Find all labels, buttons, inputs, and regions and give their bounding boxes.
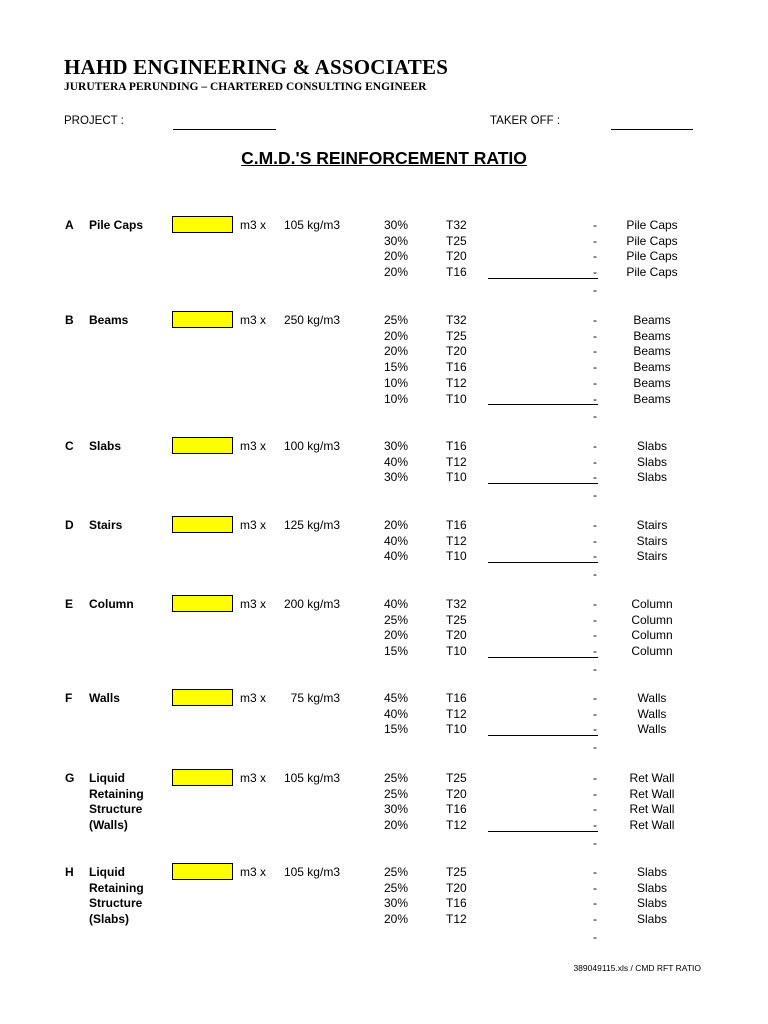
weight-value: - [593, 706, 597, 721]
bar-size: T16 [446, 360, 467, 375]
percentage: 20% [383, 249, 408, 264]
weight-value: - [593, 265, 597, 280]
element-label: Column [631, 644, 673, 659]
firm-subtitle: JURUTERA PERUNDING – CHARTERED CONSULTING ENGINEER [64, 81, 427, 93]
percentage: 25% [383, 313, 408, 327]
weight-value: - [593, 233, 597, 248]
percentage: 40% [383, 597, 408, 611]
element-name: Column [89, 597, 134, 611]
percentage: 10% [383, 391, 408, 406]
ratio-row [0, 597, 768, 613]
bar-size: T12 [446, 706, 467, 721]
file-footer: 389049115.xls / CMD RFT RATIO [573, 963, 701, 973]
element-label: Beams [633, 313, 671, 327]
section-letter: H [65, 865, 74, 879]
ratio-row [0, 313, 768, 329]
weight-value: - [593, 391, 597, 406]
bar-size: T25 [446, 612, 467, 627]
taker-off-field-line[interactable] [611, 129, 693, 130]
bar-size: T20 [446, 786, 467, 801]
percentage: 20% [383, 518, 408, 532]
weight-value: - [593, 439, 597, 453]
element-label: Ret Wall [629, 802, 675, 817]
element-label: Beams [633, 328, 671, 343]
element-label: Pile Caps [626, 265, 678, 280]
section-letter: G [65, 771, 75, 785]
percentage: 20% [383, 265, 408, 280]
ratio-row [0, 787, 768, 803]
bar-size: T25 [446, 771, 467, 785]
percentage: 40% [383, 549, 408, 564]
percentage: 40% [383, 533, 408, 548]
element-label: Slabs [636, 454, 668, 469]
element-label: Ret Wall [629, 818, 675, 833]
subtotal-line [488, 404, 598, 405]
weight-value: - [593, 722, 597, 737]
percentage: 15% [383, 644, 408, 659]
ratio-row [0, 549, 768, 565]
percentage: 25% [383, 865, 408, 879]
ratio-row [0, 912, 768, 928]
section-total: - [593, 835, 597, 850]
section-total: - [593, 567, 597, 582]
bar-size: T16 [446, 265, 467, 280]
element-name: Slabs [89, 439, 122, 453]
weight-value: - [593, 802, 597, 817]
bar-size: T20 [446, 249, 467, 264]
ratio-row [0, 722, 768, 738]
bar-size: T12 [446, 533, 467, 548]
element-name: Stairs [89, 518, 123, 532]
section-letter: E [65, 597, 74, 611]
ratio-row [0, 865, 768, 881]
ratio-row [0, 234, 768, 250]
subtotal-line [488, 562, 598, 563]
element-label: Stairs [636, 533, 668, 548]
ratio-row [0, 470, 768, 486]
ratio-row [0, 265, 768, 281]
bar-size: T12 [446, 912, 467, 927]
unit-label: m3 x [240, 439, 267, 453]
project-label: PROJECT : [64, 115, 124, 127]
percentage: 15% [383, 722, 408, 737]
weight-value: - [593, 518, 597, 532]
weight-value: - [593, 549, 597, 564]
section-letter: B [65, 313, 74, 327]
section-letter: F [65, 691, 73, 705]
ratio-row [0, 455, 768, 471]
ratio-row [0, 771, 768, 787]
weight-value: - [593, 628, 597, 643]
ratio-row [0, 376, 768, 392]
bar-size: T20 [446, 880, 467, 895]
percentage: 20% [383, 912, 408, 927]
subtotal-line [488, 483, 598, 484]
weight-value: - [593, 533, 597, 548]
ratio-row [0, 691, 768, 707]
percentage: 20% [383, 818, 408, 833]
weight-value: - [593, 249, 597, 264]
ratio-row [0, 534, 768, 550]
section-total: - [593, 409, 597, 424]
section-total: - [593, 740, 597, 755]
element-name: Pile Caps [89, 218, 144, 232]
element-label: Slabs [636, 470, 668, 485]
unit-label: m3 x [240, 218, 267, 232]
weight-value: - [593, 375, 597, 390]
unit-label: m3 x [240, 313, 267, 327]
weight-value: - [593, 470, 597, 485]
bar-size: T12 [446, 454, 467, 469]
reinforcement-rate: 105 kg/m3 [283, 218, 340, 232]
reinforcement-rate: 75 kg/m3 [290, 691, 340, 705]
element-label: Walls [637, 691, 667, 705]
percentage: 25% [383, 880, 408, 895]
unit-label: m3 x [240, 597, 267, 611]
bar-size: T16 [446, 802, 467, 817]
bar-size: T25 [446, 865, 467, 879]
weight-value: - [593, 786, 597, 801]
weight-value: - [593, 644, 597, 659]
bar-size: T25 [446, 328, 467, 343]
element-label: Ret Wall [629, 786, 675, 801]
reinforcement-rate: 200 kg/m3 [283, 597, 340, 611]
weight-value: - [593, 344, 597, 359]
percentage: 25% [383, 771, 408, 785]
element-label: Walls [637, 706, 667, 721]
subtotal-line [488, 735, 598, 736]
unit-label: m3 x [240, 865, 267, 879]
weight-value: - [593, 313, 597, 327]
bar-size: T10 [446, 549, 467, 564]
element-label: Column [631, 628, 673, 643]
bar-size: T25 [446, 233, 467, 248]
reinforcement-rate: 100 kg/m3 [283, 439, 340, 453]
percentage: 30% [383, 896, 408, 911]
element-label: Slabs [636, 896, 668, 911]
ratio-row [0, 644, 768, 660]
percentage: 20% [383, 628, 408, 643]
ratio-row [0, 249, 768, 265]
ratio-row [0, 818, 768, 834]
bar-size: T32 [446, 597, 467, 611]
element-name: Walls [89, 691, 120, 705]
element-label: Stairs [636, 549, 668, 564]
element-label: Beams [633, 360, 671, 375]
project-field-line[interactable] [173, 129, 276, 130]
percentage: 10% [383, 375, 408, 390]
taker-off-label: TAKER OFF : [490, 115, 561, 127]
ratio-row [0, 707, 768, 723]
section-total: - [593, 929, 597, 944]
percentage: 30% [383, 233, 408, 248]
unit-label: m3 x [240, 771, 267, 785]
percentage: 40% [383, 706, 408, 721]
percentage: 15% [383, 360, 408, 375]
weight-value: - [593, 612, 597, 627]
ratio-row [0, 218, 768, 234]
element-label: Pile Caps [626, 249, 678, 264]
weight-value: - [593, 597, 597, 611]
firm-name: HAHD ENGINEERING & ASSOCIATES [64, 55, 449, 79]
bar-size: T10 [446, 470, 467, 485]
percentage: 30% [383, 218, 408, 232]
element-label: Beams [633, 375, 671, 390]
bar-size: T16 [446, 439, 467, 453]
element-label: Slabs [636, 912, 668, 927]
percentage: 45% [383, 691, 408, 705]
ratio-row [0, 392, 768, 408]
bar-size: T12 [446, 818, 467, 833]
percentage: 30% [383, 439, 408, 453]
ratio-row [0, 329, 768, 345]
reinforcement-rate: 125 kg/m3 [283, 518, 340, 532]
section-letter: C [65, 439, 74, 453]
element-label: Stairs [636, 518, 668, 532]
reinforcement-rate: 250 kg/m3 [283, 313, 340, 327]
section-letter: D [65, 518, 74, 532]
element-label: Beams [633, 344, 671, 359]
reinforcement-rate: 105 kg/m3 [283, 771, 340, 785]
subtotal-line [488, 831, 598, 832]
percentage: 20% [383, 328, 408, 343]
bar-size: T20 [446, 344, 467, 359]
percentage: 25% [383, 612, 408, 627]
bar-size: T12 [446, 375, 467, 390]
percentage: 30% [383, 470, 408, 485]
ratio-row [0, 802, 768, 818]
bar-size: T10 [446, 644, 467, 659]
weight-value: - [593, 896, 597, 911]
weight-value: - [593, 218, 597, 232]
weight-value: - [593, 865, 597, 879]
reinforcement-rate: 105 kg/m3 [283, 865, 340, 879]
subtotal-line [488, 657, 598, 658]
element-label: Pile Caps [626, 233, 678, 248]
weight-value: - [593, 691, 597, 705]
element-name: Beams [89, 313, 129, 327]
ratio-row [0, 881, 768, 897]
section-total: - [593, 282, 597, 297]
bar-size: T10 [446, 722, 467, 737]
ratio-row [0, 344, 768, 360]
percentage: 30% [383, 802, 408, 817]
section-letter: A [65, 218, 74, 232]
element-label: Slabs [636, 865, 668, 879]
element-name: Liquid Retaining Structure (Walls) [89, 771, 144, 833]
weight-value: - [593, 360, 597, 375]
subtotal-line [488, 278, 598, 279]
element-label: Column [631, 597, 673, 611]
bar-size: T32 [446, 218, 467, 232]
bar-size: T16 [446, 518, 467, 532]
element-label: Slabs [636, 439, 668, 453]
ratio-row [0, 360, 768, 376]
ratio-row [0, 518, 768, 534]
ratio-row [0, 896, 768, 912]
weight-value: - [593, 454, 597, 469]
element-label: Slabs [636, 880, 668, 895]
bar-size: T20 [446, 628, 467, 643]
document-title: C.M.D.'S REINFORCEMENT RATIO [241, 148, 527, 168]
element-label: Pile Caps [626, 218, 678, 232]
percentage: 40% [383, 454, 408, 469]
ratio-row [0, 628, 768, 644]
percentage: 25% [383, 786, 408, 801]
section-total: - [593, 661, 597, 676]
element-name: Liquid Retaining Structure (Slabs) [89, 865, 144, 927]
bar-size: T16 [446, 896, 467, 911]
element-label: Walls [637, 722, 667, 737]
ratio-row [0, 439, 768, 455]
element-label: Column [631, 612, 673, 627]
unit-label: m3 x [240, 691, 267, 705]
bar-size: T10 [446, 391, 467, 406]
unit-label: m3 x [240, 518, 267, 532]
weight-value: - [593, 818, 597, 833]
weight-value: - [593, 771, 597, 785]
weight-value: - [593, 880, 597, 895]
bar-size: T32 [446, 313, 467, 327]
weight-value: - [593, 328, 597, 343]
element-label: Beams [633, 391, 671, 406]
bar-size: T16 [446, 691, 467, 705]
weight-value: - [593, 912, 597, 927]
ratio-row [0, 613, 768, 629]
percentage: 20% [383, 344, 408, 359]
section-total: - [593, 488, 597, 503]
element-label: Ret Wall [629, 771, 675, 785]
